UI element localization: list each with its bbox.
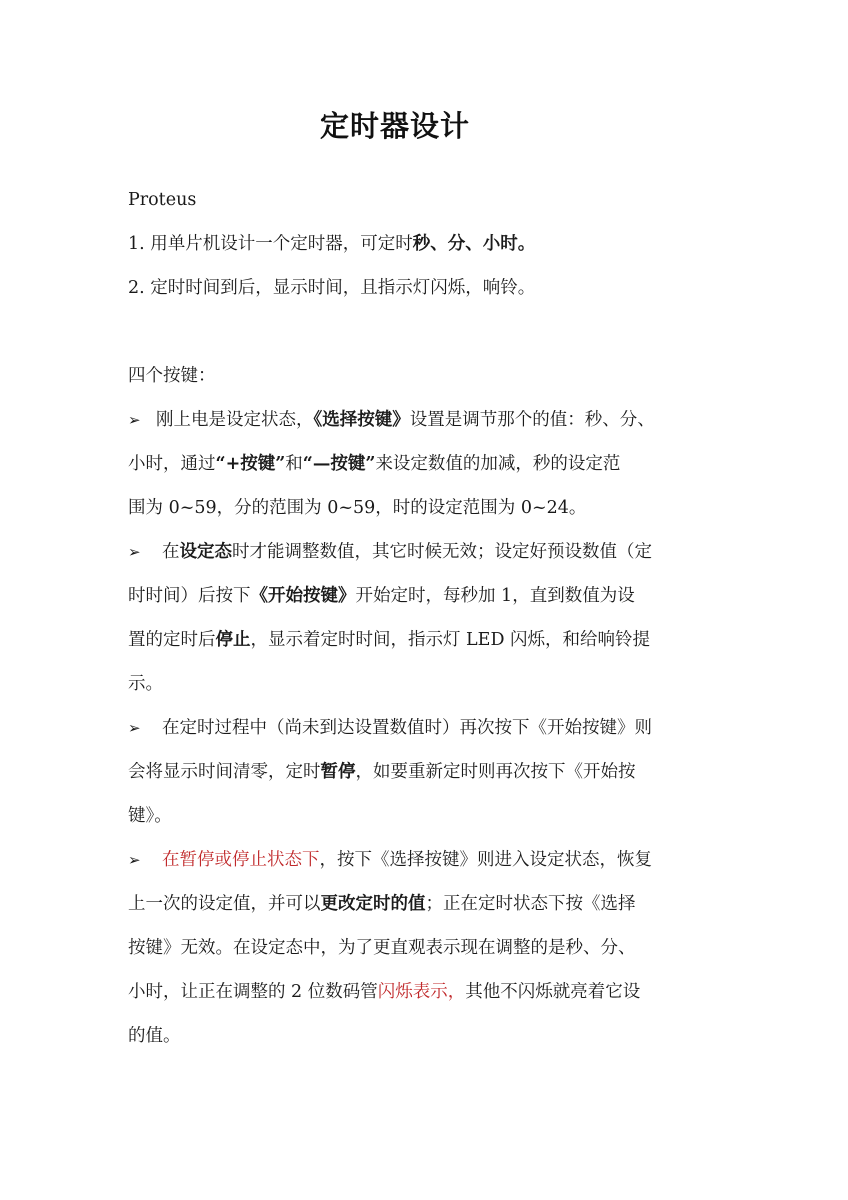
setting-state-term: 设定态 (179, 542, 232, 562)
bullet-4-text: 小时，让正在调整的 2 位数码管 (128, 982, 378, 1002)
start-key-label: 《开始按键》 (250, 586, 356, 606)
bullet-4-text: ；正在定时状态下按《选择 (425, 894, 636, 914)
bullet-2-line-3 (128, 618, 728, 662)
bullet-4-line-1 (128, 838, 728, 882)
plus-key-label: “+按键” (215, 454, 286, 474)
bullet-4-line-4 (128, 970, 728, 1014)
bullet-3-line-1 (128, 706, 728, 750)
bullet-2-text: 示。 (128, 674, 163, 694)
bullet-4-text: ，按下《选择按键》则进入设定状态，恢复 (319, 850, 652, 870)
bullet-4-text: 上一次的设定值，并可以 (128, 894, 321, 914)
requirement-2-text: 定时时间到后，显示时间，且指示灯闪烁，响铃。 (144, 278, 536, 298)
requirement-1 (128, 222, 728, 266)
bullet-2-text: 在 (162, 542, 180, 562)
bullet-4-line-5 (128, 1014, 728, 1058)
bullet-2-line-2 (128, 574, 728, 618)
arrow-bullet-icon: ➢ (128, 851, 141, 869)
bullet-2-text: 开始定时，每秒加 1，直到数值为设 (355, 586, 635, 606)
bullet-3-text: 会将显示时间清零，定时 (128, 762, 321, 782)
bullet-3-text: 在定时过程中（尚未到达设置数值时）再次按下《开始按键》则 (162, 718, 652, 738)
select-key-label: 《选择按键》 (313, 410, 410, 430)
arrow-bullet-icon: ➢ (128, 543, 141, 561)
change-value-term: 更改定时的值 (320, 894, 426, 914)
bullet-4-text: 的值。 (128, 1026, 181, 1046)
bullet-1-text: 围为 0~59，分的范围为 0~59，时的设定范围为 0~24。 (128, 498, 587, 518)
keys-heading-text: 四个按键： (128, 366, 216, 386)
bullet-1-text: 设置是调节那个的值：秒、分、 (409, 410, 655, 430)
requirement-2 (128, 266, 728, 310)
bullet-3-line-2 (128, 750, 728, 794)
bullet-2-text: 时时间）后按下 (128, 586, 251, 606)
bullet-4-line-3 (128, 926, 728, 970)
bullet-1-text: 和 (285, 454, 303, 474)
bullet-2-text: 置的定时后 (128, 630, 216, 650)
bullet-4-text: 其他不闪烁就亮着它设 (465, 982, 641, 1002)
blink-highlight: 闪烁表示， (377, 982, 466, 1002)
keys-heading (128, 354, 728, 398)
bullet-4-text: 按键》无效。在设定态中，为了更直观表示现在调整的是秒、分、 (128, 938, 636, 958)
document-title: 定时器设计 (319, 109, 470, 143)
requirement-2-number: 2. (128, 278, 145, 298)
bullet-4-line-2 (128, 882, 728, 926)
document-body (128, 178, 728, 1058)
bullet-1-text: 小时，通过 (128, 454, 216, 474)
stop-term: 停止 (215, 630, 251, 650)
requirement-1-text: 用单片机设计一个定时器，可定时 (144, 234, 413, 254)
requirement-1-units: 秒、分、小时。 (412, 234, 536, 254)
bullet-2-line-1 (128, 530, 728, 574)
requirement-1-number: 1. (128, 234, 145, 254)
blank-line (128, 310, 728, 354)
bullet-1-line-3 (128, 486, 728, 530)
bullet-3-text: 键》。 (128, 806, 172, 826)
minus-key-label: “—按键” (302, 454, 376, 474)
paused-state-highlight: 在暂停或停止状态下 (162, 850, 320, 870)
platform-text: Proteus (128, 190, 197, 210)
bullet-2-text: 时才能调整数值，其它时候无效；设定好预设数值（定 (232, 542, 652, 562)
arrow-bullet-icon: ➢ (128, 719, 141, 737)
platform-line (128, 178, 728, 222)
bullet-1-text: 来设定数值的加减，秒的设定范 (375, 454, 621, 474)
pause-term: 暂停 (320, 762, 356, 782)
bullet-3-line-3 (128, 794, 728, 838)
bullet-2-text: ，显示着定时时间，指示灯 LED 闪烁，和给响铃提 (250, 630, 651, 650)
bullet-3-text: ，如要重新定时则再次按下《开始按 (355, 762, 636, 782)
bullet-1-line-2 (128, 442, 728, 486)
bullet-1-line-1 (128, 398, 728, 442)
arrow-bullet-icon: ➢ (128, 411, 141, 429)
bullet-1-text: 刚上电是设定状态， (156, 410, 314, 430)
bullet-2-line-4 (128, 662, 728, 706)
